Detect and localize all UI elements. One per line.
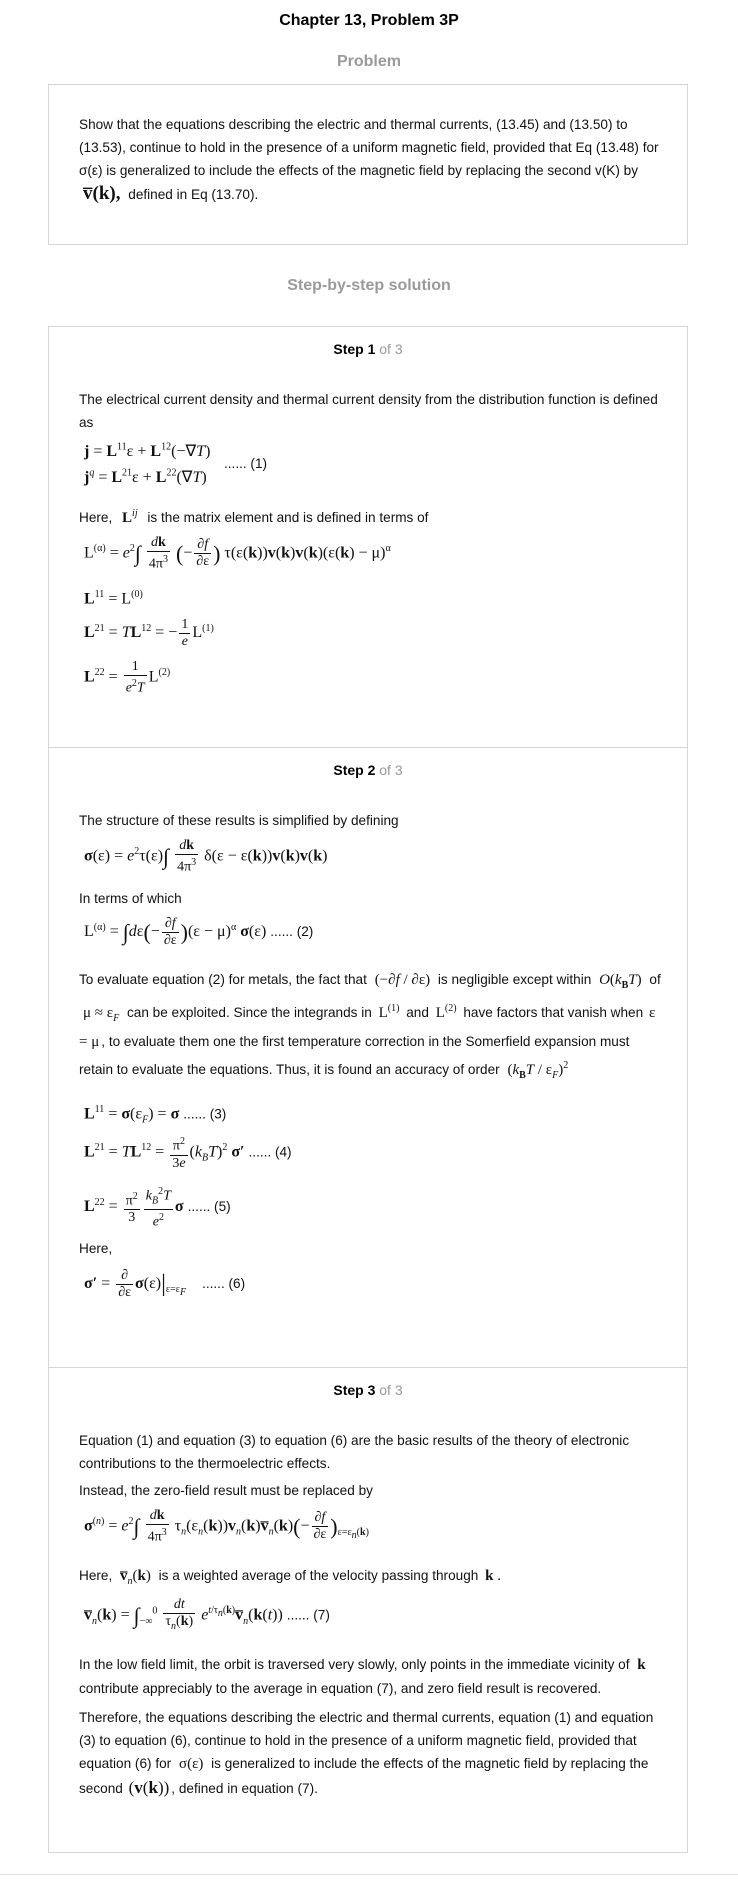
step-2-in-terms: In terms of which [79, 891, 182, 906]
l11-equation: $L^{11} = L^{(0)}$ [84, 589, 143, 608]
vbar-average-equation: $v̅_n(k) = \int_{-\infty}^0$ $\frac{dt}{\tau_n(k)}$ $e^{t/\tau_n(k)}v̅_n(k(t))$ ...... (7) [84, 1597, 330, 1632]
current-density-equation: $j = L^{11}\varepsilon + L^{12}(-\nabla T)$ [84, 441, 211, 460]
equation-tag-6: ...... (6) [202, 1276, 246, 1292]
step-2-evaluate-c: of [649, 972, 661, 987]
problem-section-title: Problem [336, 53, 401, 70]
step-3-low-field-b: contribute appreciably to the average in equation (7), and zero field result is recovered. [79, 1681, 602, 1696]
step-1-here-text: is the matrix element and is defined in terms of [147, 510, 429, 525]
l22-equation: $L^{22}$ = $\frac{1}{e^2T}$ $L^{(2)}$ [84, 659, 171, 696]
equation-tag-2: ...... (2) [270, 924, 314, 940]
l2-symbol: $L^{(2)}$ [435, 1003, 457, 1021]
equation-tag-3: ...... (3) [183, 1106, 227, 1122]
page-title: Chapter 13, Problem 3P [279, 12, 459, 29]
step-2-card [48, 747, 688, 1368]
step-2-of: of 3 [379, 762, 403, 778]
l21-sigma-equation: $L^{21} = TL^{12}$ = $\frac{\pi^2}{3e}$ $(k_BT)^2$ σ′ ...... (4) [84, 1136, 292, 1171]
step-1-label: Step 1 [333, 341, 376, 357]
step-3-here-text: is a weighted average of the velocity passing through [158, 1568, 479, 1583]
step-2-evaluate-a: To evaluate equation (2) for metals, the fact that [79, 972, 367, 987]
l1-symbol: $L^{(1)}$ [378, 1003, 400, 1021]
l22-sigma-equation: $L^{22}$ = $\frac{\pi^2}{3}$ $\frac{k_B^2T}{e^2}$ σ ...... (5) [84, 1186, 231, 1231]
sigma-definition-equation: $\sigma(\varepsilon) = e^2\tau(\varepsilon)\int$ $\frac{dk}{4\pi^3}$ δ(ε − ε(k))v(k)v(k) [84, 838, 328, 875]
step-3-header [49, 1382, 687, 1398]
step-3-label: Step 3 [333, 1382, 376, 1398]
step-3-conclusion-a: Therefore, the equations describing the electric and thermal currents, equation (1) and equation (3) to equation (6), continue to hold in the presence of a uniform magnetic field, provided that equation (6) for [79, 1710, 654, 1771]
k-symbol: k . [485, 1568, 501, 1584]
problem-card [48, 84, 688, 245]
v-k-symbol: (v(k)) [128, 1778, 170, 1797]
step-2-here: Here, [79, 1241, 113, 1256]
step-2-evaluate [79, 968, 664, 1087]
step-2-evaluate-d: can be exploited. Since the integrands in [126, 1005, 372, 1020]
step-3-here [79, 1564, 664, 1593]
problem-text-part2: defined in Eq (13.70). [128, 187, 259, 202]
step-1-intro: The electrical current density and thermal current density from the distribution function is defined as [79, 392, 658, 430]
step-2-evaluate-b: is negligible except within [437, 972, 592, 987]
step-3-conclusion [79, 1706, 664, 1800]
step-3-low-field-a: In the low field limit, the orbit is traversed very slowly, only points in the immediate vicinity of [79, 1657, 630, 1672]
kbt-ef-symbol: $(k_BT / \varepsilon_F)^2$ [507, 1060, 569, 1081]
l-alpha-sigma-equation: $L^{(\alpha)} = \int d\varepsilon(-$ $\frac{\partial f}{\partial\varepsilon}$ )$(\varepsilon - \mu)^\alpha$ σ(ε) ...... (2) [84, 916, 314, 948]
step-3-intro: Equation (1) and equation (3) to equation (6) are the basic results of the theory of electronic contributions to the thermoelectric effects. [79, 1433, 630, 1471]
problem-text-part1: Show that the equations describing the electric and thermal currents, (13.45) and (13.50) to (13.53), continue to hold in the presence of a uniform magnetic field, provided that Eq (13.48) for σ(ε) is generalized to include the effects of the magnetic field by replacing the second v(K) by [79, 117, 659, 178]
equation-tag-1: ...... (1) [224, 456, 268, 471]
step-3-card [48, 1367, 688, 1853]
order-kbt-symbol: $O(k_BT)$ [599, 972, 642, 991]
step-1-here [79, 502, 664, 530]
step-3-conclusion-b: is generalized to include the effects of the magnetic field by replacing the second [79, 1756, 649, 1796]
lij-symbol: $L^{ij}$ [122, 508, 138, 526]
step-1-of: of 3 [379, 341, 403, 357]
step-3-here-label: Here, [79, 1568, 113, 1583]
vbar-n-symbol: $v̅_n(k)$ [120, 1568, 151, 1587]
step-2-intro: The structure of these results is simplified by defining [79, 813, 399, 828]
step-2-evaluate-g: , to evaluate them one the first temperature correction in the Somerfield expansion must retain to evaluate the equations. Thus, it is found an accuracy of order [79, 1034, 630, 1077]
l21-equation: $L^{21} = TL^{12}$ = − $\frac{1}{e}$ $L^{(1)}$ [84, 617, 214, 649]
page-bottom-divider [0, 1874, 738, 1875]
l11-sigma-equation: $L^{11} = \sigma(\varepsilon_F) = \sigma$ ...... (3) [84, 1104, 227, 1126]
step-2-header [49, 762, 687, 778]
step-1-here-label: Here, [79, 510, 113, 525]
step-2-evaluate-e: and [406, 1005, 429, 1020]
sigma-prime-equation: σ′ = $\frac{\partial}{\partial\varepsilon}$ $\sigma(\varepsilon)|_{\varepsilon=\varepsilon_F}$ ...... (6) [84, 1268, 246, 1300]
k-vicinity-symbol: k [637, 1657, 646, 1673]
equation-tag-7: ...... (7) [286, 1607, 330, 1623]
eps-mu-symbol: ε = μ [79, 1005, 656, 1050]
problem-text [79, 113, 664, 206]
step-3-conclusion-c: , defined in equation (7). [171, 1781, 318, 1796]
solution-section-title: Step-by-step solution [287, 277, 451, 294]
matrix-element-equation: $L^{(\alpha)} = e^2\int$ $\frac{dk}{4\pi^3}$ (− $\frac{\partial f}{\partial\varepsilon}$ ) $\tau(\varepsilon(k))v(k)v(k)(\varepsilon(k) - \mu)^\alpha$ [84, 535, 391, 572]
step-3-low-field [79, 1653, 664, 1700]
sigma-n-equation: $\sigma^{(n)} = e^2\int$ $\frac{dk}{4\pi^3}$ $\tau_n(\varepsilon_n(k))v_n(k)v̅_n(k)(-$ $\frac{\partial f}{\partial\varepsilon}$ )$_{\varepsilon=\varepsilon_n(k)}$ [84, 1508, 369, 1545]
equation-tag-4: ...... (4) [248, 1144, 292, 1160]
equation-tag-5: ...... (5) [187, 1199, 231, 1215]
step-2-evaluate-f: have factors that vanish when [463, 1005, 644, 1020]
step-3-of: of 3 [379, 1382, 403, 1398]
step-2-label: Step 2 [333, 762, 376, 778]
vbar-k-symbol: v̅(k), [83, 183, 121, 204]
df-de-symbol: (−∂f / ∂ε) [374, 972, 431, 988]
sigma-eps-symbol: σ(ε) [178, 1756, 204, 1772]
step-3-instead: Instead, the zero-field result must be replaced by [79, 1483, 373, 1498]
mu-approx-symbol: $\mu \approx \varepsilon_F$ [83, 1005, 120, 1024]
step-1-card [48, 326, 688, 748]
thermal-current-equation: $j^q = L^{21}\varepsilon + L^{22}(\nabla T)$ [84, 467, 207, 486]
step-1-header [49, 341, 687, 357]
